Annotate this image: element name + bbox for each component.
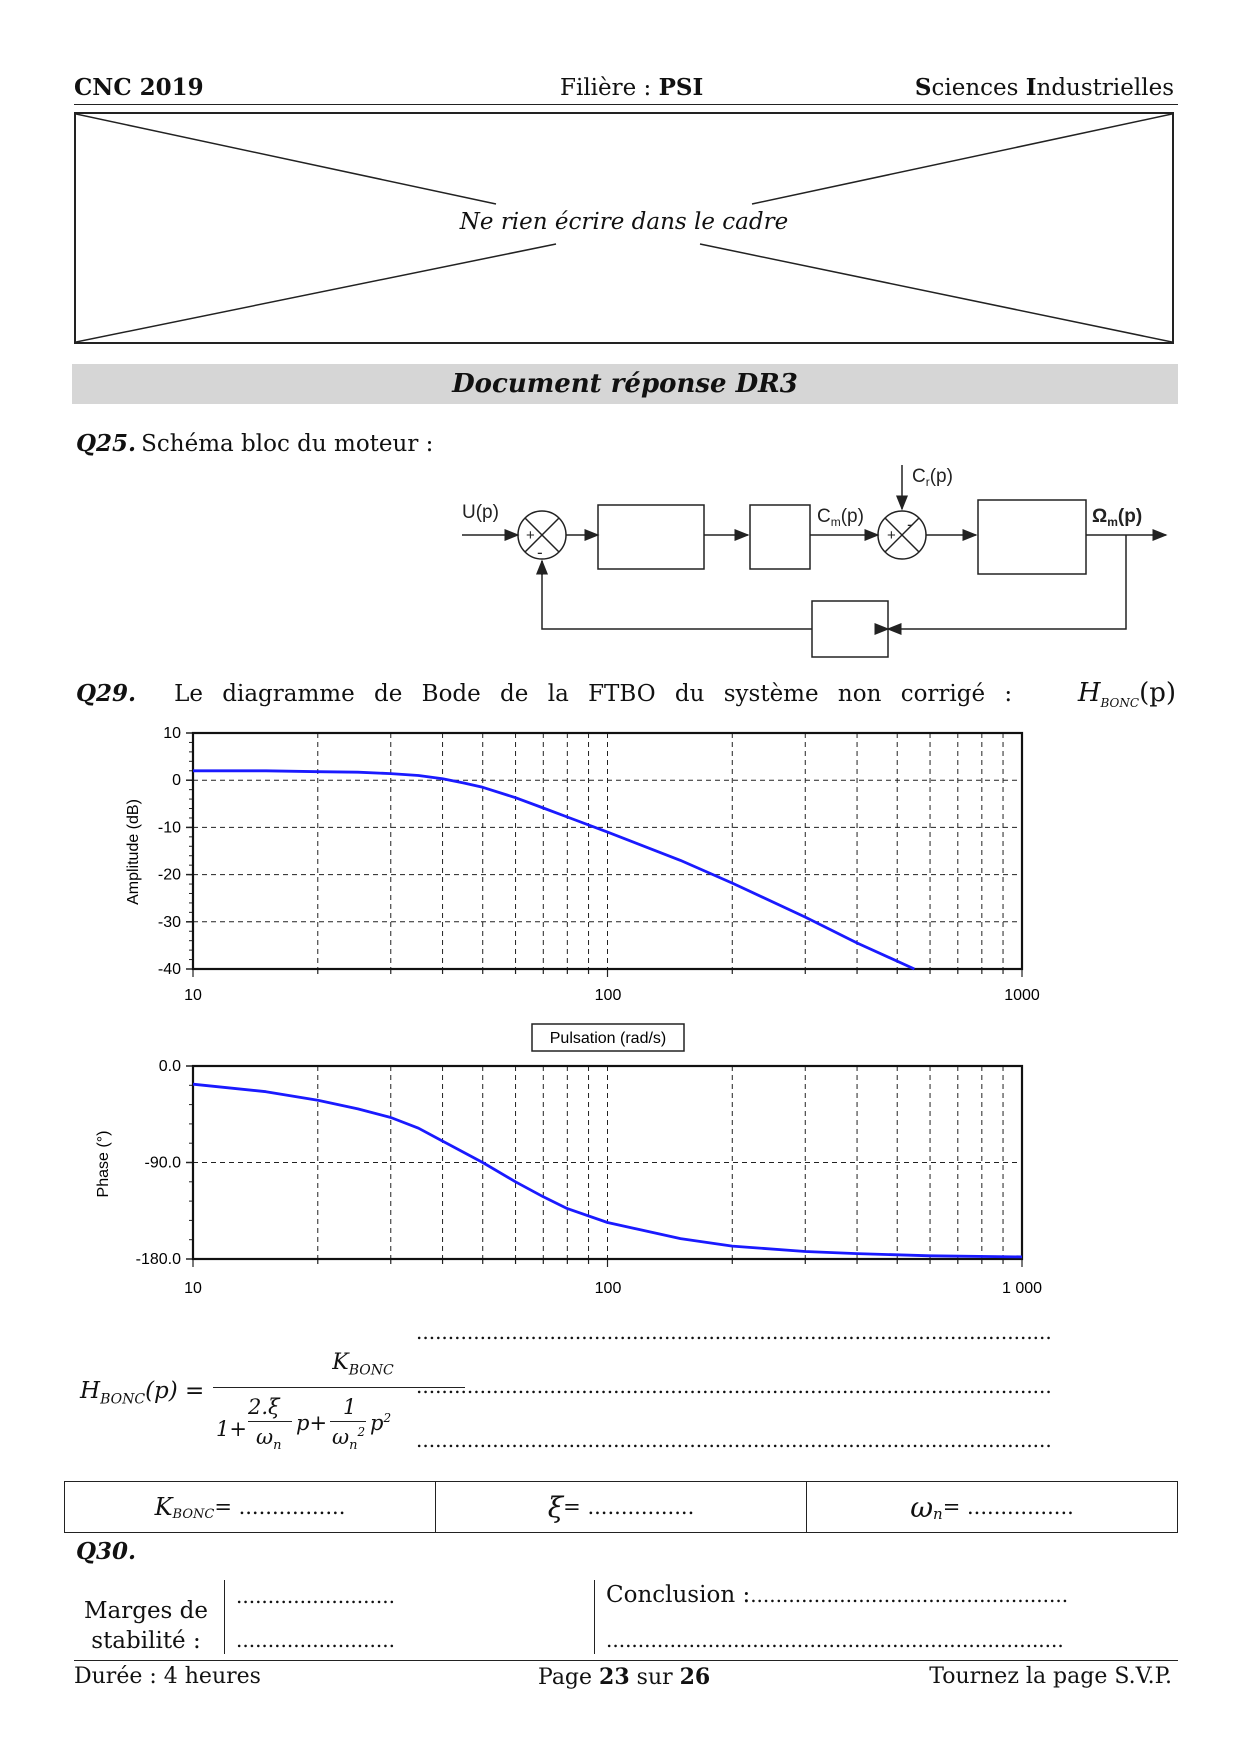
amp-ytick-label: 0: [172, 772, 181, 790]
phase-xtick-1000: 1 000: [1001, 1280, 1043, 1297]
formula-inner-bar-1: [248, 1421, 292, 1422]
amp-xtick-1000: 1000: [1004, 987, 1040, 1004]
amp-ylabel: Amplitude (dB): [125, 799, 142, 905]
amplitude-plot: [158, 725, 1022, 978]
amp-xtick-100: 100: [594, 987, 622, 1004]
track-prefix: Filière :: [560, 75, 659, 101]
q25-label: Q25.: [76, 430, 137, 457]
banner-title: Document réponse DR3: [452, 369, 798, 399]
subject-part1: ciences: [931, 75, 1026, 101]
sum2-plus: +: [887, 527, 896, 544]
phase-xtick-10: 10: [184, 1280, 202, 1297]
phase-ytick-label: -90.0: [144, 1154, 181, 1172]
amp-ytick-label: -30: [157, 913, 181, 931]
margin-line-2[interactable]: .........................: [236, 1628, 395, 1652]
omega-cell[interactable]: ω $_n$ = ................: [806, 1482, 1177, 1532]
parameters-table: [64, 1481, 1178, 1533]
page-number: Page 23 sur 26: [538, 1664, 711, 1690]
omega-label: $\Omega_m(p)$: [1092, 506, 1143, 529]
subject-initial-i: I: [1025, 74, 1037, 101]
phase-xtick-100: 100: [594, 1280, 622, 1297]
q30-divider-1: [224, 1580, 225, 1654]
q25-text: Schéma bloc du moteur :: [141, 431, 434, 457]
xaxis-label: Pulsation (rad/s): [549, 1030, 667, 1047]
q30-label: Q30.: [76, 1538, 137, 1565]
phase-ytick-label: 0.0: [158, 1058, 181, 1075]
q29-function: $H_{BONC}(p)$: [1077, 678, 1176, 711]
conclusion-label: Conclusion :: [606, 1582, 751, 1608]
k-cell[interactable]: K $_{BONC}$ = ................: [154, 1493, 346, 1522]
cm-label: $C_m(p)$: [817, 506, 864, 529]
phase-ytick-label: -180.0: [135, 1251, 181, 1268]
answer-line-1[interactable]: ....................................................................................................: [416, 1320, 1052, 1344]
track-value: PSI: [658, 74, 704, 101]
subject-initial-s: S: [914, 74, 932, 101]
footer-rule: [74, 1660, 1178, 1661]
exam-name: CNC 2019: [74, 74, 204, 101]
amp-curve: [193, 771, 914, 969]
formula-numerator: $K_{BONC}$: [332, 1350, 394, 1379]
answer-line-2[interactable]: ....................................................................................................: [416, 1374, 1052, 1398]
q30-divider-2: [594, 1580, 595, 1654]
q29-text: Le diagramme de Bode de la FTBO du système non corrigé :: [174, 681, 1013, 707]
formula-lhs: $H_{BONC}(p)$ =: [80, 1378, 205, 1408]
q29-label: Q29.: [76, 680, 137, 707]
phase-ylabel: Phase (°): [95, 1130, 112, 1198]
amp-ytick-label: 10: [163, 725, 181, 742]
phase-plot: [136, 1058, 1022, 1268]
xi-cell[interactable]: ξ = ................: [435, 1482, 806, 1532]
margin-line-1[interactable]: .........................: [236, 1584, 395, 1608]
transfer-function-formula: $H_{BONC}(p)$ = $K_{BONC}$ 1+ 2.ξ $\omega_n$ p+ 1 $\omega_n^2$ $p^2$: [80, 1350, 400, 1460]
amp-xtick-10: 10: [184, 987, 202, 1004]
turn-page-text: Tournez la page S.V.P.: [929, 1664, 1172, 1689]
subject-part2: ndustrielles: [1036, 75, 1174, 101]
stability-margins-label: Marges de stabilité :: [83, 1598, 209, 1654]
conclusion-line[interactable]: Conclusion :..................................................: [606, 1582, 1069, 1608]
sum1-plus: +: [526, 527, 535, 544]
answer-line-3[interactable]: ....................................................................................................: [416, 1428, 1052, 1452]
amp-ytick-label: -10: [157, 819, 181, 837]
sum2-minus: -: [907, 515, 913, 534]
amp-ytick-label: -40: [157, 961, 181, 978]
duration-text: Durée : 4 heures: [74, 1664, 261, 1689]
no-write-text: Ne rien écrire dans le cadre: [459, 209, 789, 235]
formula-inner-bar-2: [330, 1421, 366, 1422]
cr-label: $C_r(p)$: [912, 466, 953, 489]
sum1-minus: -: [537, 543, 543, 562]
input-label: U(p): [462, 502, 499, 523]
amp-ytick-label: -20: [157, 866, 181, 884]
conclusion-line-2[interactable]: ........................................................................: [606, 1628, 1064, 1652]
